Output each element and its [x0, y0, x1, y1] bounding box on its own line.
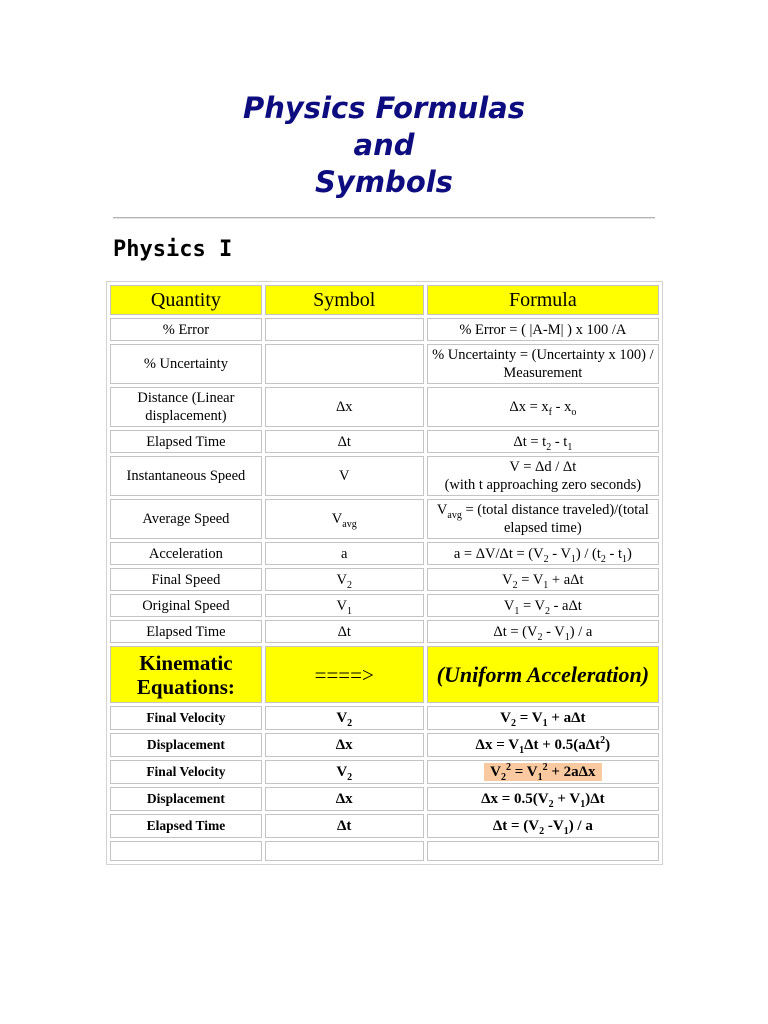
- quantity-cell: Elapsed Time: [110, 430, 262, 453]
- empty-cell: [427, 841, 659, 861]
- table-row: [110, 387, 659, 427]
- symbol-cell: [265, 568, 424, 591]
- quantity-cell: % Uncertainty: [110, 344, 262, 384]
- symbol-text: $V_1$: [336, 597, 352, 617]
- formula-cell: % Uncertainty = (Uncertainty x 100) / Measurement: [427, 344, 659, 384]
- formula-text: $V_1 = V_2 - a\Delta t$: [503, 597, 582, 617]
- section-heading: Physics I: [113, 237, 233, 262]
- formula-text: $\Delta x = V_1\Delta t + 0.5(a\Delta t^2)$: [475, 735, 611, 756]
- quantity-cell: Final Speed: [110, 568, 262, 591]
- symbol-cell: [265, 706, 424, 730]
- quantity-cell: Original Speed: [110, 594, 262, 617]
- symbol-text: $V_2$: [336, 764, 353, 783]
- symbol-cell: a: [265, 542, 424, 565]
- formula-text: $\Delta t = (V_2$ $-V_1$) / a: [492, 818, 593, 837]
- symbol-cell: V: [265, 456, 424, 496]
- table-row: [110, 814, 659, 838]
- formula-note: (with t approaching zero seconds): [444, 477, 642, 493]
- formula-text: $\Delta t = t_2 - t_1$: [513, 433, 573, 453]
- kinematic-arrow: ====>: [265, 646, 424, 703]
- table-row: [110, 620, 659, 643]
- formula-cell: [427, 814, 659, 838]
- table-row: [110, 787, 659, 811]
- title-line-1: Physics Formulas: [243, 91, 525, 125]
- table-row: [110, 430, 659, 453]
- table-row: [110, 344, 659, 384]
- symbol-cell: [265, 760, 424, 784]
- formula-text: $V_{avg}$ = (total distance traveled)/(total elapsed time): [436, 502, 649, 536]
- quantity-cell: Final Velocity: [110, 760, 262, 784]
- formula-text: $V_2 = V_1 + a\Delta t$: [502, 571, 584, 591]
- table-row: [110, 760, 659, 784]
- formula-cell: [427, 760, 659, 784]
- empty-row: [110, 841, 659, 861]
- formula-cell: [427, 542, 659, 565]
- formula-cell: [427, 787, 659, 811]
- table-row: [110, 542, 659, 565]
- quantity-cell: Average Speed: [110, 499, 262, 539]
- kinematic-label: Kinematic Equations:: [110, 646, 262, 703]
- quantity-cell: Elapsed Time: [110, 620, 262, 643]
- table-row: [110, 706, 659, 730]
- quantity-cell: % Error: [110, 318, 262, 341]
- horizontal-divider: [113, 217, 655, 219]
- formula-text: $V_2 = V_1 + a\Delta t$: [500, 710, 586, 729]
- table-row: [110, 733, 659, 757]
- symbol-cell: [265, 344, 424, 384]
- page-title: [0, 90, 768, 201]
- symbol-cell: [265, 594, 424, 617]
- formula-cell: [427, 594, 659, 617]
- empty-cell: [265, 841, 424, 861]
- symbol-cell: Δt: [265, 814, 424, 838]
- formula-cell: [427, 456, 659, 496]
- highlighted-formula: $V_2^2 = V_1^2 + 2a\Delta x$: [484, 763, 601, 781]
- formula-cell: % Error = ( |A-M| ) x 100 /A: [427, 318, 659, 341]
- table-row: [110, 456, 659, 496]
- formula-table: [106, 281, 663, 865]
- kinematic-note: (Uniform Acceleration): [427, 646, 659, 703]
- header-symbol: Symbol: [265, 285, 424, 315]
- kinematic-equations-row: [110, 646, 659, 703]
- symbol-cell: Δx: [265, 787, 424, 811]
- formula-cell: [427, 387, 659, 427]
- title-line-2: and: [353, 128, 415, 162]
- header-formula: Formula: [427, 285, 659, 315]
- symbol-cell: [265, 318, 424, 341]
- table-row: [110, 318, 659, 341]
- formula-cell: [427, 733, 659, 757]
- formula-text: V = Δd / Δt: [509, 459, 577, 475]
- table-header-row: [110, 285, 659, 315]
- table-row: [110, 568, 659, 591]
- symbol-text: $V_2$: [336, 710, 353, 729]
- formula-text: $\Delta t = (V_2 - V_1) / a$: [493, 623, 593, 643]
- quantity-cell: Distance (Linear displacement): [110, 387, 262, 427]
- empty-cell: [110, 841, 262, 861]
- formula-cell: [427, 499, 659, 539]
- quantity-cell: Acceleration: [110, 542, 262, 565]
- symbol-cell: [265, 499, 424, 539]
- symbol-cell: Δx: [265, 733, 424, 757]
- symbol-cell: Δt: [265, 430, 424, 453]
- quantity-cell: Instantaneous Speed: [110, 456, 262, 496]
- symbol-text: $V_{avg}$: [331, 511, 357, 530]
- symbol-cell: Δt: [265, 620, 424, 643]
- table-row: [110, 594, 659, 617]
- formula-text: $\Delta x = 0.5(V_2 + V_1)\Delta t$: [481, 791, 605, 810]
- formula-cell: [427, 620, 659, 643]
- symbol-cell: Δx: [265, 387, 424, 427]
- header-quantity: Quantity: [110, 285, 262, 315]
- formula-text: $\Delta x = x_f - x_o$: [509, 399, 577, 418]
- formula-text: $a = \Delta V/\Delta t = (V_2 - V_1) / (t_2 - t_1)$: [453, 545, 632, 565]
- table-row: [110, 499, 659, 539]
- quantity-cell: Displacement: [110, 787, 262, 811]
- quantity-cell: Displacement: [110, 733, 262, 757]
- formula-cell: [427, 706, 659, 730]
- quantity-cell: Elapsed Time: [110, 814, 262, 838]
- symbol-text: $V_2$: [336, 571, 352, 591]
- formula-cell: [427, 568, 659, 591]
- formula-cell: [427, 430, 659, 453]
- quantity-cell: Final Velocity: [110, 706, 262, 730]
- title-line-3: Symbols: [315, 165, 453, 199]
